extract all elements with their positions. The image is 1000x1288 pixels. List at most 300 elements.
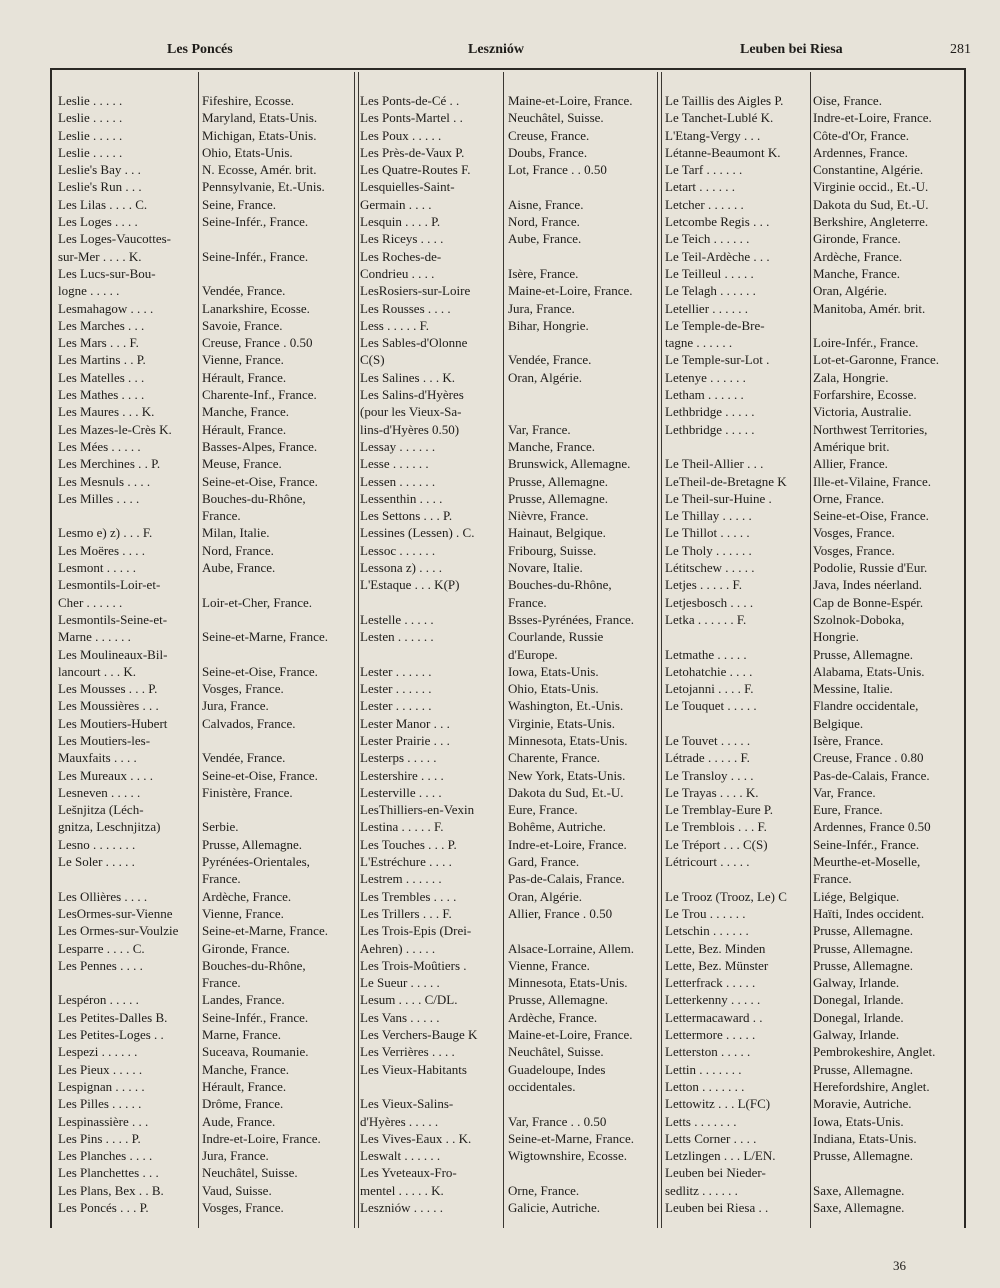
- region-name: Maine-et-Loire, France.: [508, 93, 633, 108]
- entry-row: [58, 905, 358, 922]
- region-name: Gard, France.: [508, 854, 580, 870]
- entry-row: [58, 784, 358, 801]
- region-name: Seine-Infér., France.: [202, 1009, 309, 1025]
- entry-row: [58, 300, 358, 317]
- entry-row: [665, 922, 965, 939]
- region-name: Ohio, Etats-Unis.: [202, 144, 293, 160]
- entry-row: [58, 576, 358, 593]
- entry-row: [58, 421, 358, 438]
- region-name: Zala, Hongrie.: [813, 369, 889, 385]
- place-name: Le Temple-sur-Lot .: [665, 352, 770, 368]
- entry-row: [58, 870, 358, 887]
- place-name: Les Moulineaux-Bil-: [58, 646, 168, 662]
- entry-row: [58, 1182, 358, 1199]
- place-name: Leslie's Run . . .: [58, 179, 142, 195]
- entry-row: [58, 1026, 358, 1043]
- place-name: Les Trembles . . . .: [360, 888, 457, 904]
- entry-row: [665, 300, 965, 317]
- region-name: Manche, France.: [202, 1061, 289, 1077]
- place-name: Letenye . . . . . .: [665, 369, 746, 385]
- region-name: Aube, France.: [508, 231, 582, 247]
- place-name: Lesse . . . . . .: [360, 456, 429, 472]
- place-name: sedlitz . . . . . .: [665, 1182, 738, 1198]
- region-name: Constantine, Algérie.: [813, 162, 924, 178]
- entry-row: [360, 196, 660, 213]
- entry-row: [360, 646, 660, 663]
- place-name: Les Maures . . . K.: [58, 404, 155, 420]
- entry-row: [665, 697, 965, 714]
- place-name: Lesten . . . . . .: [360, 629, 434, 645]
- entry-row: [360, 300, 660, 317]
- region-name: Creuse, France . 0.50: [202, 335, 313, 351]
- place-name: Lessenthin . . . .: [360, 490, 443, 506]
- place-name: Les Mousses . . . P.: [58, 681, 158, 697]
- region-name: Ohio, Etats-Unis.: [508, 681, 599, 697]
- region-name: Jura, France.: [202, 1148, 269, 1164]
- page-number: 281: [950, 42, 971, 57]
- region-name: Ardèche, France.: [202, 888, 292, 904]
- place-name: Lestrem . . . . . .: [360, 871, 442, 887]
- entry-row: [58, 697, 358, 714]
- place-name: Lespezi . . . . . .: [58, 1044, 138, 1060]
- entry-row: [360, 248, 660, 265]
- place-name: Les Milles . . . .: [58, 490, 140, 506]
- place-name: Letjesbosch . . . .: [665, 594, 754, 610]
- entry-row: [58, 974, 358, 991]
- entry-row: [58, 749, 358, 766]
- place-name: LesOrmes-sur-Vienne: [58, 905, 173, 921]
- entry-row: [58, 109, 358, 126]
- entry-row: [58, 351, 358, 368]
- region-name: Côte-d'Or, France.: [813, 127, 910, 143]
- place-name: Les Salins-d'Hyères: [360, 387, 464, 403]
- region-name: Var, France . . 0.50: [508, 1113, 607, 1129]
- region-name: Manche, France.: [202, 404, 289, 420]
- entry-row: [360, 767, 660, 784]
- entry-row: [360, 1113, 660, 1130]
- place-name: Letterfrack . . . . .: [665, 975, 756, 991]
- place-name: Les Petites-Loges . .: [58, 1027, 164, 1043]
- region-name: Jura, France.: [508, 300, 575, 316]
- entry-row: [360, 801, 660, 818]
- entry-row: [360, 628, 660, 645]
- region-name: Iowa, Etats-Unis.: [813, 1113, 904, 1129]
- place-name: Les Quatre-Routes F.: [360, 162, 471, 178]
- entry-row: [58, 715, 358, 732]
- region-name: Savoie, France.: [202, 317, 283, 333]
- place-name: Lesmo e) z) . . . F.: [58, 525, 153, 541]
- region-name: Fribourg, Suisse.: [508, 542, 597, 558]
- entry-row: [665, 732, 965, 749]
- place-name: Les Vieux-Salins-: [360, 1096, 454, 1112]
- place-name: Lesquin . . . . P.: [360, 214, 441, 230]
- place-name: Les Salines . . . K.: [360, 369, 455, 385]
- entry-row: [58, 1095, 358, 1112]
- entry-row: [665, 230, 965, 247]
- entry-row: [665, 818, 965, 835]
- entry-row: [665, 1095, 965, 1112]
- entry-row: [665, 905, 965, 922]
- sheet-signature: 36: [893, 1258, 906, 1273]
- entry-row: [665, 507, 965, 524]
- entry-row: [360, 455, 660, 472]
- region-name: d'Europe.: [508, 646, 558, 662]
- place-name: Lestershire . . . .: [360, 767, 444, 783]
- entry-row: [58, 144, 358, 161]
- entry-row: [665, 888, 965, 905]
- place-name: Les Moëres . . . .: [58, 542, 146, 558]
- place-name: Les Plans, Bex . . B.: [58, 1182, 164, 1198]
- entry-row: [58, 922, 358, 939]
- place-name: Le Theil-sur-Huine .: [665, 490, 772, 506]
- entry-row: [58, 369, 358, 386]
- entry-row: [58, 1199, 358, 1216]
- entry-row: [665, 1026, 965, 1043]
- place-name: Le Touquet . . . . .: [665, 698, 757, 714]
- place-name: Le Trooz (Trooz, Le) C: [665, 888, 787, 904]
- entry-row: [58, 594, 358, 611]
- region-name: Bouches-du-Rhône,: [508, 577, 612, 593]
- place-name: Les Mazes-le-Crès K.: [58, 421, 172, 437]
- place-name: Germain . . . .: [360, 196, 432, 212]
- entry-row: [360, 230, 660, 247]
- region-name: Charente, France.: [508, 750, 601, 766]
- region-name: Hongrie.: [813, 629, 859, 645]
- region-name: Iowa, Etats-Unis.: [508, 663, 599, 679]
- place-name: Les Lilas . . . . C.: [58, 196, 148, 212]
- entry-row: [360, 957, 660, 974]
- region-name: Eure, France.: [508, 802, 578, 818]
- place-name: Lettermacaward . .: [665, 1009, 763, 1025]
- entry-row: [58, 559, 358, 576]
- region-name: occidentales.: [508, 1078, 576, 1094]
- entry-row: [58, 767, 358, 784]
- region-name: Aude, France.: [202, 1113, 276, 1129]
- place-name: Les Moussières . . .: [58, 698, 159, 714]
- region-name: Aisne, France.: [508, 196, 584, 212]
- entry-row: [360, 282, 660, 299]
- region-name: Belgique.: [813, 715, 864, 731]
- entry-row: [360, 940, 660, 957]
- place-name: Le Tanchet-Lublé K.: [665, 110, 774, 126]
- place-name: Letterston . . . . .: [665, 1044, 751, 1060]
- place-name: Les Riceys . . . .: [360, 231, 444, 247]
- region-name: France.: [508, 594, 547, 610]
- region-name: Seine-et-Marne, France.: [202, 629, 328, 645]
- region-name: Messine, Italie.: [813, 681, 893, 697]
- place-name: Les Rousses . . . .: [360, 300, 451, 316]
- place-name: Les Yveteaux-Fro-: [360, 1165, 457, 1181]
- entry-row: [360, 1182, 660, 1199]
- place-name: Letart . . . . . .: [665, 179, 736, 195]
- place-name: Les Mars . . . F.: [58, 335, 139, 351]
- entry-row: [665, 1182, 965, 1199]
- entry-row: [58, 161, 358, 178]
- header-right-word: Leuben bei Riesa: [740, 42, 843, 57]
- place-name: C(S): [360, 352, 385, 368]
- place-name: Leuben bei Riesa . .: [665, 1200, 769, 1215]
- region-name: Cap de Bonne-Espér.: [813, 594, 924, 610]
- region-name: Vienne, France.: [202, 905, 284, 921]
- region-name: Creuse, France . 0.80: [813, 750, 924, 766]
- place-name: Les Trois-Epis (Drei-: [360, 923, 472, 939]
- entry-row: [665, 853, 965, 870]
- place-name: Les Petites-Dalles B.: [58, 1009, 168, 1025]
- entry-row: [665, 767, 965, 784]
- region-name: Indre-et-Loire, France.: [813, 110, 932, 126]
- entry-row: [360, 438, 660, 455]
- region-name: Minnesota, Etats-Unis.: [508, 975, 628, 991]
- entry-row: [665, 836, 965, 853]
- place-name: Lesmontils-Loir-et-: [58, 577, 161, 593]
- entry-row: [665, 680, 965, 697]
- entry-row: [58, 490, 358, 507]
- region-name: France.: [202, 871, 241, 887]
- place-name: Létanne-Beaumont K.: [665, 144, 781, 160]
- entry-row: [58, 1061, 358, 1078]
- region-name: Ardèche, France.: [813, 248, 903, 264]
- place-name: Lester . . . . . .: [360, 681, 432, 697]
- region-name: Pas-de-Calais, France.: [508, 871, 625, 887]
- region-name: Fifeshire, Ecosse.: [202, 93, 295, 108]
- entry-row: [360, 905, 660, 922]
- region-name: Prusse, Allemagne.: [813, 957, 914, 973]
- region-name: Amérique brit.: [813, 438, 890, 454]
- place-name: Leswalt . . . . . .: [360, 1148, 441, 1164]
- region-name: Vosges, France.: [202, 681, 284, 697]
- region-name: Bsses-Pyrénées, France.: [508, 611, 634, 627]
- place-name: Le Telagh . . . . . .: [665, 283, 756, 299]
- entry-row: [58, 386, 358, 403]
- region-name: Victoria, Australie.: [813, 404, 912, 420]
- entry-row: [360, 317, 660, 334]
- entry-row: [665, 957, 965, 974]
- entry-row: [58, 230, 358, 247]
- entry-row: [360, 490, 660, 507]
- entry-row: [58, 438, 358, 455]
- region-name: Dakota du Sud, Et.-U.: [508, 784, 624, 800]
- region-name: Vendée, France.: [202, 283, 286, 299]
- region-name: Seine-Infér., France.: [202, 248, 309, 264]
- entry-row: [58, 680, 358, 697]
- entry-row: [665, 1130, 965, 1147]
- region-name: France.: [202, 975, 241, 991]
- entry-row: [665, 334, 965, 351]
- region-name: Manche, France.: [508, 438, 595, 454]
- region-name: Seine-et-Oise, France.: [202, 473, 318, 489]
- place-name: Lessoc . . . . . .: [360, 542, 436, 558]
- place-name: logne . . . . .: [58, 283, 120, 299]
- entry-row: [58, 611, 358, 628]
- place-name: Les Pilles . . . . .: [58, 1096, 142, 1112]
- region-name: Ardennes, France.: [813, 144, 908, 160]
- entry-row: [58, 888, 358, 905]
- entry-row: [360, 1130, 660, 1147]
- place-name: Les Ponts-de-Cé . .: [360, 93, 460, 108]
- entry-row: [360, 749, 660, 766]
- place-name: Lester Prairie . . .: [360, 732, 450, 748]
- region-name: Galicie, Autriche.: [508, 1200, 601, 1215]
- entry-row: [360, 594, 660, 611]
- place-name: Letojanni . . . . F.: [665, 681, 754, 697]
- region-name: Basses-Alpes, France.: [202, 438, 318, 454]
- place-name: Le Temple-de-Bre-: [665, 317, 765, 333]
- region-name: Vosges, France.: [813, 525, 895, 541]
- entry-row: [360, 1147, 660, 1164]
- place-name: LesRosiers-sur-Loire: [360, 283, 471, 299]
- place-name: Letham . . . . . .: [665, 387, 744, 403]
- place-name: Lessona z) . . . .: [360, 560, 442, 576]
- region-name: Calvados, France.: [202, 715, 296, 731]
- place-name: Les Settons . . . P.: [360, 508, 453, 524]
- entry-row: [58, 801, 358, 818]
- entry-row: [58, 473, 358, 490]
- entry-row: [58, 248, 358, 265]
- entry-row: [665, 421, 965, 438]
- entry-row: [360, 680, 660, 697]
- place-name: Leslie's Bay . . .: [58, 162, 141, 178]
- region-name: Vienne, France.: [508, 957, 590, 973]
- entry-row: [665, 715, 965, 732]
- entry-row: [665, 559, 965, 576]
- entry-row: [665, 369, 965, 386]
- entry-row: [58, 213, 358, 230]
- entry-row: [58, 663, 358, 680]
- region-name: Galway, Irlande.: [813, 975, 900, 991]
- place-name: Mauxfaits . . . .: [58, 750, 137, 766]
- region-name: Manitoba, Amér. brit.: [813, 300, 926, 316]
- region-name: Neuchâtel, Suisse.: [508, 110, 604, 126]
- place-name: Letts . . . . . . .: [665, 1113, 737, 1129]
- region-name: Seine-et-Oise, France.: [813, 508, 929, 524]
- entry-row: [665, 403, 965, 420]
- region-name: Northwest Territories,: [813, 421, 928, 437]
- place-name: Lettowitz . . . L(FC): [665, 1096, 771, 1112]
- region-name: Orne, France.: [508, 1182, 580, 1198]
- place-name: Les Verrières . . . .: [360, 1044, 455, 1060]
- place-name: Condrieu . . . .: [360, 265, 435, 281]
- region-name: Prusse, Allemagne.: [813, 923, 914, 939]
- region-name: Prusse, Allemagne.: [508, 992, 609, 1008]
- region-name: Allier, France . 0.50: [508, 905, 613, 921]
- entry-row: [58, 1130, 358, 1147]
- region-name: Lot-et-Garonne, France.: [813, 352, 939, 368]
- region-name: Lot, France . . 0.50: [508, 162, 607, 178]
- place-name: Letcombe Regis . . .: [665, 214, 770, 230]
- gazetteer-column-3: [665, 92, 965, 1216]
- region-name: Meurthe-et-Moselle,: [813, 854, 921, 870]
- region-name: Prusse, Allemagne.: [508, 490, 609, 506]
- entry-row: [58, 127, 358, 144]
- entry-row: [58, 265, 358, 282]
- region-name: Allier, France.: [813, 456, 888, 472]
- entry-row: [665, 524, 965, 541]
- place-name: Les Martins . . P.: [58, 352, 146, 368]
- place-name: Les Mesnuls . . . .: [58, 473, 151, 489]
- place-name: Le Thillot . . . . .: [665, 525, 750, 541]
- region-name: Herefordshire, Anglet.: [813, 1078, 930, 1094]
- region-name: Finistère, France.: [202, 784, 293, 800]
- entry-row: [360, 334, 660, 351]
- region-name: Virginie, Etats-Unis.: [508, 715, 615, 731]
- entry-row: [360, 1199, 660, 1216]
- place-name: Le Trou . . . . . .: [665, 905, 746, 921]
- region-name: Oran, Algérie.: [813, 283, 888, 299]
- place-name: Lessay . . . . . .: [360, 438, 436, 454]
- place-name: Les Trois-Moûtiers .: [360, 957, 467, 973]
- place-name: Letmathe . . . . .: [665, 646, 747, 662]
- region-name: Hérault, France.: [202, 369, 287, 385]
- place-name: Lessines (Lessen) . C.: [360, 525, 475, 541]
- place-name: Les Touches . . . P.: [360, 836, 457, 852]
- place-name: Lesmontils-Seine-et-: [58, 611, 168, 627]
- header-left-word: Les Poncés: [167, 42, 233, 57]
- entry-row: [665, 282, 965, 299]
- entry-row: [360, 351, 660, 368]
- entry-row: [360, 144, 660, 161]
- region-name: Prusse, Allemagne.: [202, 836, 303, 852]
- region-name: Brunswick, Allemagne.: [508, 456, 631, 472]
- entry-row: [58, 1009, 358, 1026]
- place-name: Lespéron . . . . .: [58, 992, 139, 1008]
- region-name: Var, France.: [813, 784, 876, 800]
- entry-row: [58, 317, 358, 334]
- region-name: Seine-et-Marne, France.: [508, 1130, 634, 1146]
- place-name: Letzlingen . . . L/EN.: [665, 1148, 776, 1164]
- entry-row: [665, 490, 965, 507]
- entry-row: [360, 1009, 660, 1026]
- place-name: Le Trayas . . . . K.: [665, 784, 759, 800]
- entry-row: [58, 991, 358, 1008]
- place-name: Le Teilleul . . . . .: [665, 265, 754, 281]
- entry-row: [58, 940, 358, 957]
- entry-row: [58, 178, 358, 195]
- entry-row: [360, 1078, 660, 1095]
- place-name: Lethbridge . . . . .: [665, 404, 755, 420]
- place-name: Le Tholy . . . . . .: [665, 542, 752, 558]
- place-name: Les Sables-d'Olonne: [360, 335, 468, 351]
- entry-row: [360, 870, 660, 887]
- entry-row: [665, 749, 965, 766]
- entry-row: [665, 1113, 965, 1130]
- region-name: Oise, France.: [813, 93, 882, 108]
- place-name: Le Thillay . . . . .: [665, 508, 752, 524]
- place-name: Lester . . . . . .: [360, 698, 432, 714]
- region-name: Saxe, Allemagne.: [813, 1200, 905, 1215]
- entry-row: [665, 974, 965, 991]
- entry-row: [360, 542, 660, 559]
- region-name: Indre-et-Loire, France.: [508, 836, 627, 852]
- entry-row: [360, 853, 660, 870]
- region-name: Prusse, Allemagne.: [813, 1061, 914, 1077]
- entry-row: [665, 611, 965, 628]
- region-name: Courlande, Russie: [508, 629, 604, 645]
- region-name: Dakota du Sud, Et.-U.: [813, 196, 929, 212]
- region-name: Landes, France.: [202, 992, 285, 1008]
- place-name: LesThilliers-en-Vexin: [360, 802, 475, 818]
- region-name: Meuse, France.: [202, 456, 282, 472]
- entry-row: [58, 455, 358, 472]
- place-name: Le Taillis des Aigles P.: [665, 93, 784, 108]
- gazetteer-column-2: [360, 92, 660, 1216]
- entry-row: [360, 732, 660, 749]
- region-name: Var, France.: [508, 421, 571, 437]
- entry-row: [665, 196, 965, 213]
- entry-row: [665, 542, 965, 559]
- place-name: d'Hyères . . . . .: [360, 1113, 439, 1129]
- entry-row: [360, 663, 660, 680]
- entry-row: [665, 455, 965, 472]
